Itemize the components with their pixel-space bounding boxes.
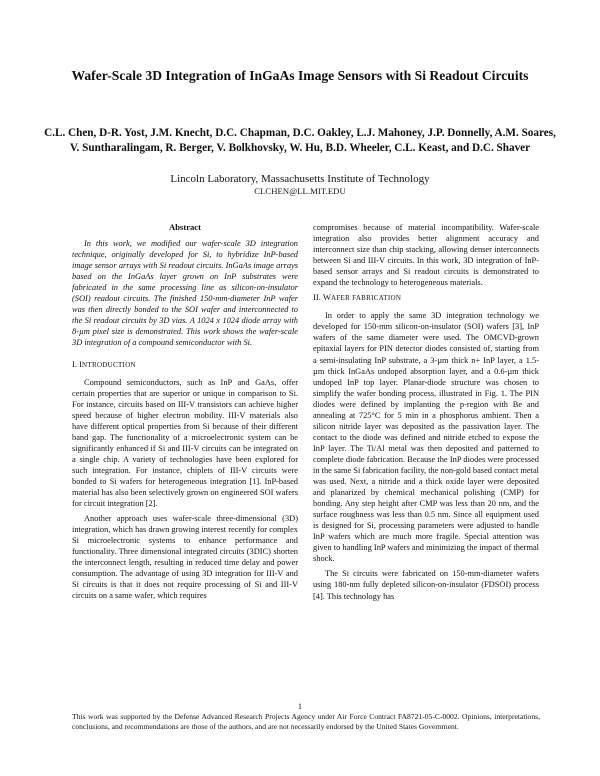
section-initial: W (322, 292, 331, 303)
intro-paragraph-2: Another approach uses wafer-scale three-dimensional (3D) integration, which has drawn growing interest recently for complex Si microelectronic systems to enhance performance and functionality. Three dimensional integrated circuits (3DIC) shorten the interconnect length, resulting in reduced time delay and power consumption. The advantage of using 3D integration for III-V and Si circuits is that it does not require processing of Si and III-V circuits on a same wafer, which requires (72, 514, 298, 601)
intro-paragraph-3: compromises because of material incompatibility. Wafer-scale integration also provides better alignment accuracy and interconnect size than chip stacking, allowing denser interconnects between Si and III-V circuits. In this work, 3D integration of InP-based sensor arrays and Si readout circuits is demonstrated to expand the technology to heterogeneous materials. (313, 223, 539, 288)
affiliation: Lincoln Laboratory, Massachusetts Institute of Technology (170, 173, 430, 185)
funding-footnote: This work was supported by the Defense Advanced Research Projects Agency under Air Force Contract FA8721-05-C-0002. Opinions, interpretations, conclusions, and recommendations are those of the authors, and are not necessarily endorsed by the United States Government. (72, 712, 540, 731)
section-number: I. (72, 358, 78, 369)
paper-title: Wafer-Scale 3D Integration of InGaAs Image Sensors with Si Readout Circuits (71, 68, 529, 83)
author-list: C.L. Chen, D-R. Yost, J.M. Knecht, D.C. Chapman, D.C. Oakley, L.J. Mahoney, J.P. Donnelly, A.M. Soares, V. Suntharalingam, R. Berger, V. Bolkhovsky, W. Hu, B.D. Wheeler, C.L. Keast, and D.C. Shaver (44, 127, 556, 155)
section-heading-introduction (72, 359, 298, 371)
section-number: II. (313, 292, 321, 303)
page-number: 1 (297, 702, 303, 711)
section-title-rest: AFER FABRICATION (331, 294, 402, 303)
intro-paragraph-1: Compound semiconductors, such as InP and GaAs, offer certain properties that are superior or unique in comparison to Si. For instance, circuits based on III-V transistors can achieve higher speed because of higher electron mobility. III-V materials also have different optical properties from Si because of their different band gap. The functionality of a microelectronic system can be significantly enhanced if Si and III-V circuits can be integrated on a single chip. A variety of technologies have been explored for such integration. For instance, chiplets of III-V circuits were bonded to Si wafers for heterogeneous integration [1]. InP-based material has also been selectively grown on engineered SOI wafers for circuit integration [2]. (72, 377, 298, 509)
section-initial: I (79, 358, 83, 369)
abstract-heading: Abstract (169, 222, 201, 232)
section-heading-wafer-fabrication (313, 292, 539, 304)
fabrication-paragraph-1: In order to apply the same 3D integration technology we developed for 150-mm silicon-on-insulator (SOI) wafers [3], InP wafers of the same diameter were used. The OMCVD-grown epitaxial layers for PIN detector diodes consisted of, starting from a semi-insulating InP substrate, a 3-µm thick n+ InP layer, a 1.5-µm thick InGaAs undoped absorption layer, and a 0.6-µm thick undoped InP top layer. Planar-diode structure was chosen to simplify the wafer bonding process, illustrated in Fig. 1. The PIN diodes were defined by implanting the p-region with Be and annealing at 725°C for 5 min in a phosphorus ambient. Then a silicon nitride layer was deposited as the passivation layer. The contact to the diode was defined and nitride etched to expose the InP layer. The Ti/Al metal was then deposited and patterned to complete diode fabrication. Because the InP diodes were processed in the same Si fabrication facility, the non-gold based contact metal was used. Next, a nitride and a thick oxide layer were deposited and planarized by chemical mechanical polishing (CMP) for bonding. Any step height after CMP was less than 20 nm, and the surface roughness was less than 0.5 nm. Since all equipment used is designed for Si, processing parameters were adjusted to handle InP wafers which are much more fragile. Special attention was given to handling InP wafers and minimizing the impact of thermal shock. (313, 311, 539, 564)
right-column (313, 222, 539, 606)
author-email: CLCHEN@LL.MIT.EDU (254, 186, 346, 196)
fabrication-paragraph-2: The Si circuits were fabricated on 150-mm-diameter wafers using 180-nm fully depleted silicon-on-insulator (FDSOI) process [4]. This technology has (313, 569, 539, 601)
abstract-text: In this work, we modified our wafer-scale 3D integration technique, originally developed for Si, to hybridize InP-based image sensor arrays with Si readout circuits. InGaAs image arrays based on the InGaAs layer grown on InP substrates were fabricated in the same processing line as silicon-on-insulator (SOI) readout circuits. The finished 150-mm-diameter InP wafer was then directly bonded to the SOI wafer and interconnected to the Si readout circuits by 3D vias. A 1024 x 1024 diode array with 8-µm pixel size is demonstrated. This work shows the wafer-scale 3D integration of a compound semiconductor with Si. (72, 239, 298, 348)
section-title-rest: NTRODUCTION (82, 360, 136, 369)
left-column (72, 222, 298, 606)
